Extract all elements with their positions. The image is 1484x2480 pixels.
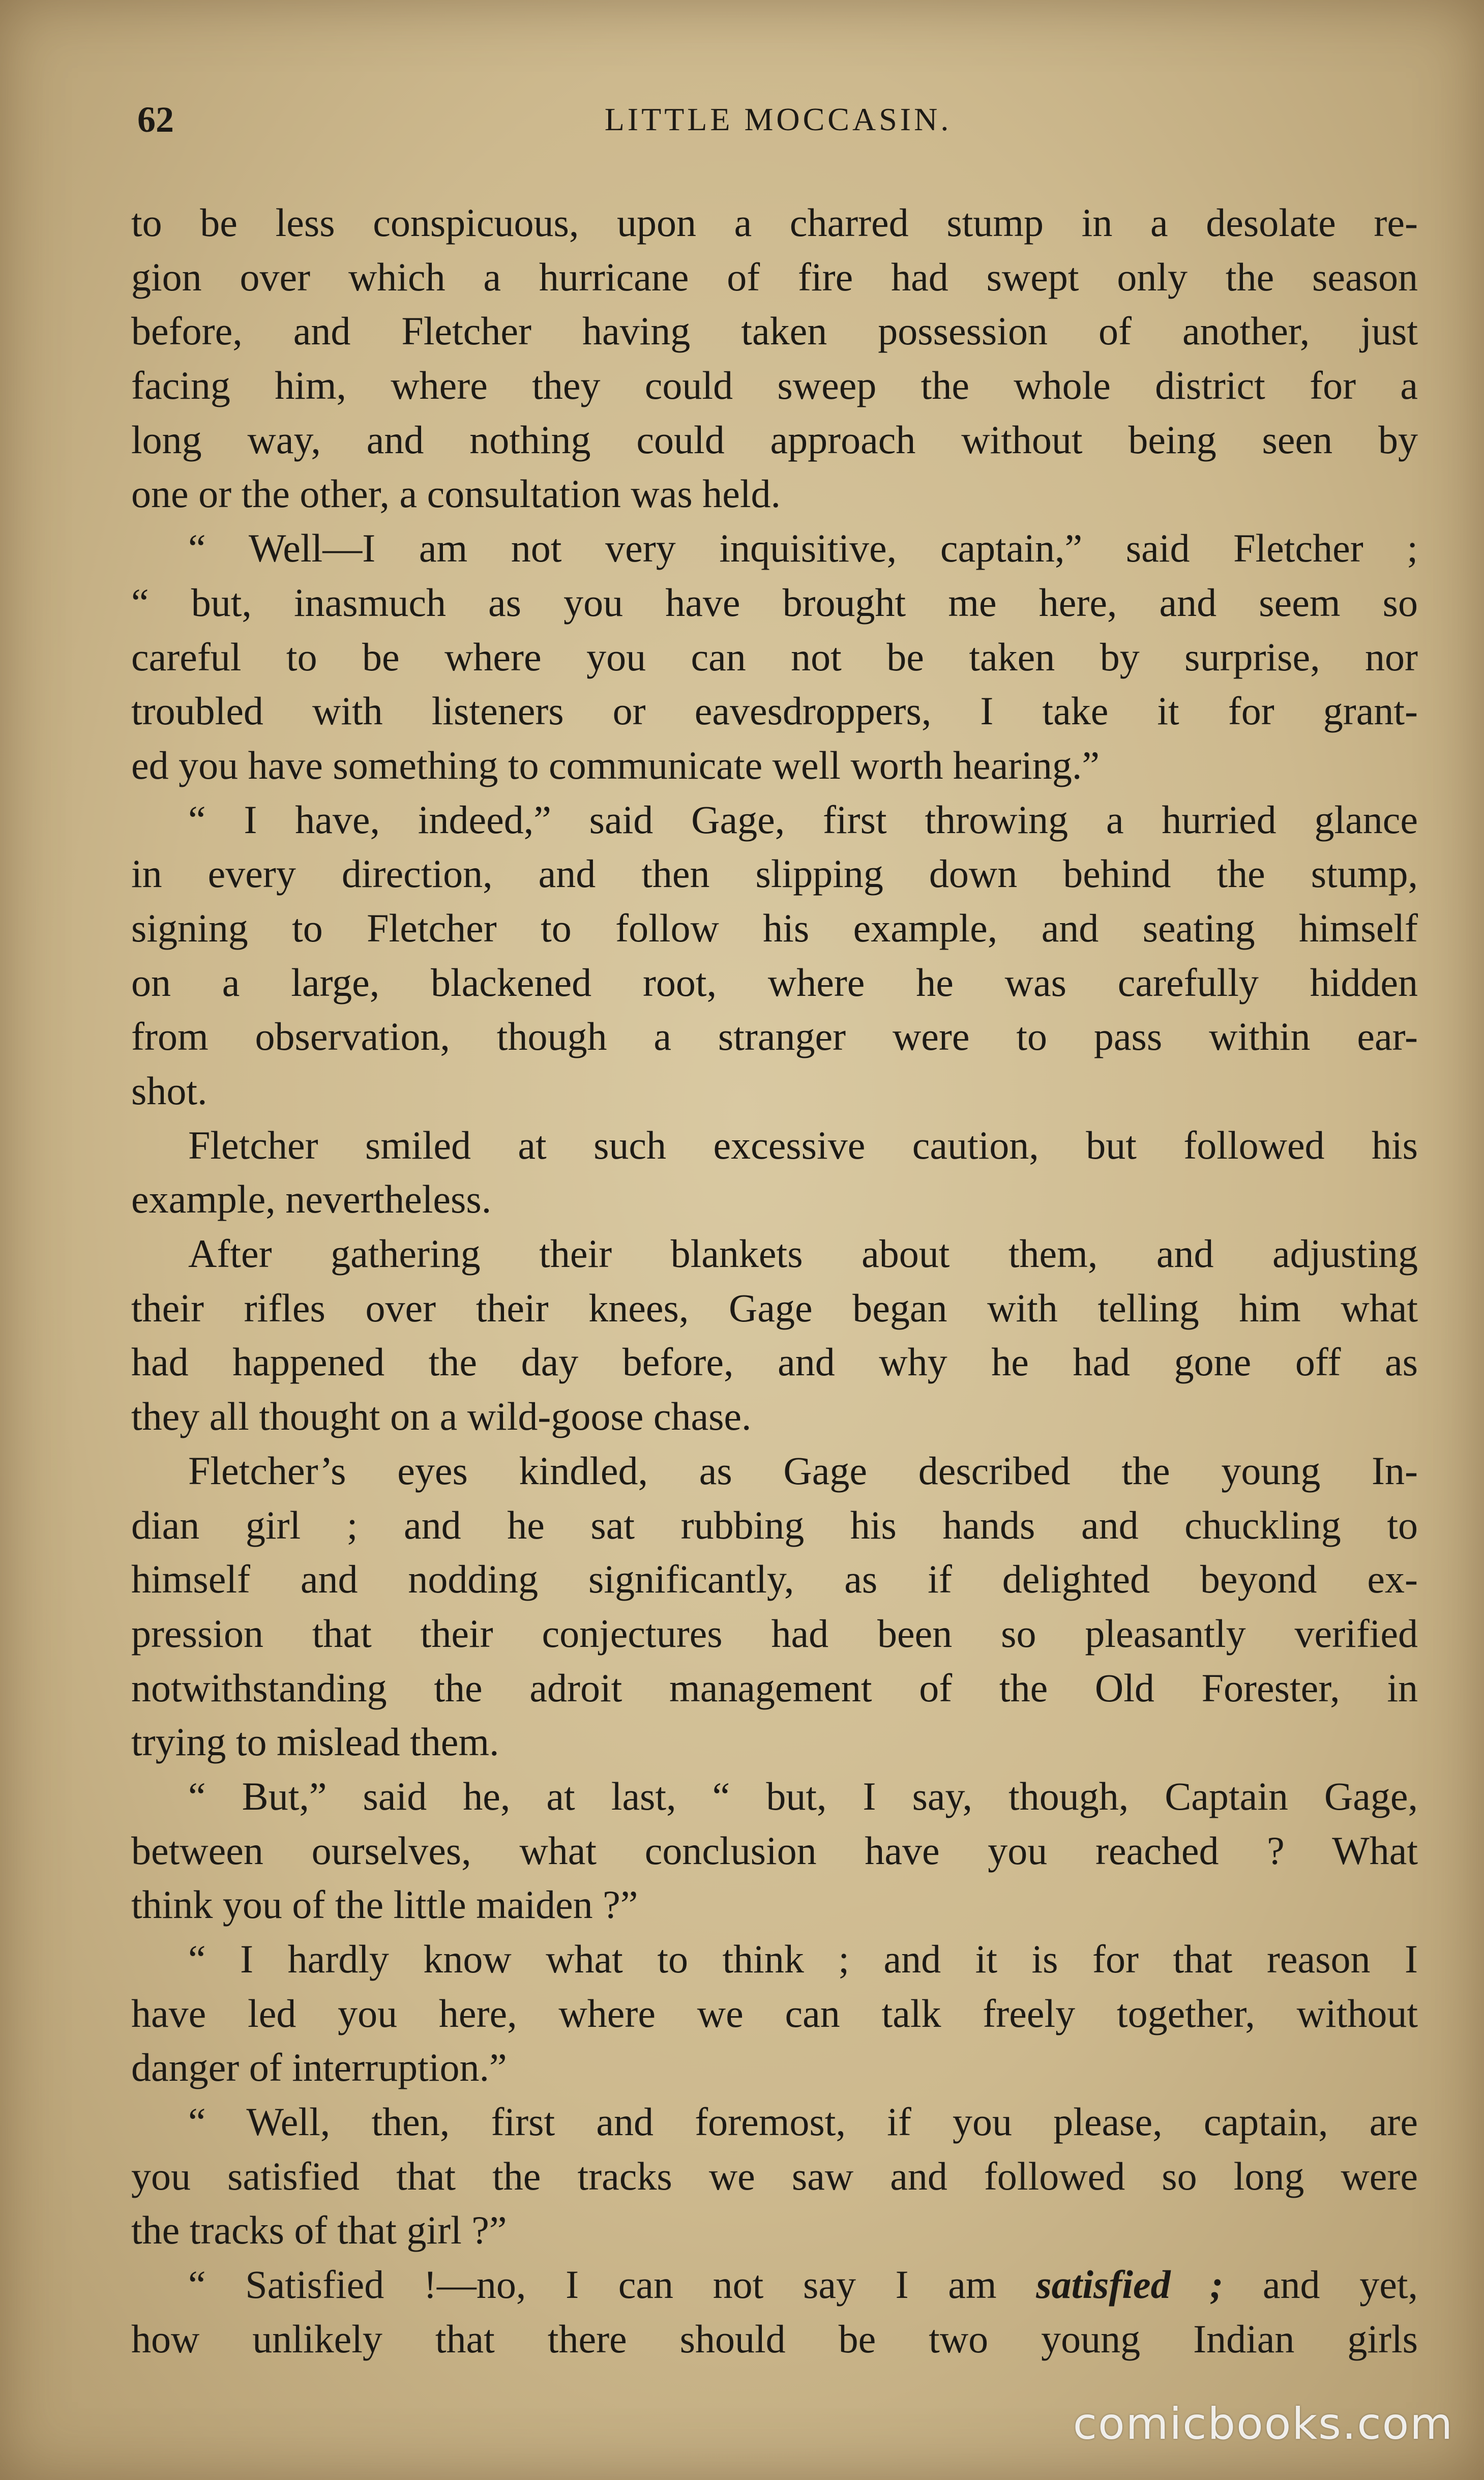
text-line: Fletcher smiled at such excessive caution, but followed his bbox=[188, 1123, 1418, 1167]
text-line: signing to Fletcher to follow his example, and seating himself bbox=[131, 905, 1418, 950]
text-line: facing him, where they could sweep the whole district for a bbox=[131, 363, 1418, 408]
running-head: LITTLE MOCCASIN. bbox=[604, 101, 952, 137]
text-line: how unlikely that there should be two young Indian girls bbox=[131, 2316, 1418, 2361]
text-line: their rifles over their knees, Gage began with telling him what bbox=[131, 1285, 1418, 1330]
text-line: think you of the little maiden ?” bbox=[131, 1882, 638, 1927]
text-line: “ I have, indeed,” said Gage, first throwing a hurried glance bbox=[188, 797, 1418, 842]
watermark: comicbooks.com bbox=[1073, 2399, 1453, 2449]
page-header bbox=[137, 89, 1419, 150]
text-line: long way, and nothing could approach without being seen by bbox=[131, 417, 1418, 462]
text-line: dian girl ; and he sat rubbing his hands and chuckling to bbox=[131, 1502, 1418, 1547]
text-line: on a large, blackened root, where he was carefully hidden bbox=[131, 960, 1418, 1005]
text-line: Fletcher’s eyes kindled, as Gage described the young In- bbox=[188, 1448, 1418, 1493]
body-text bbox=[131, 196, 1418, 2367]
text-line: before, and Fletcher having taken possession of another, just bbox=[131, 309, 1418, 353]
text-line: to be less conspicuous, upon a charred stump in a desolate re- bbox=[131, 200, 1418, 245]
text-line: example, nevertheless. bbox=[131, 1177, 492, 1222]
text-line: “ I hardly know what to think ; and it is for that reason I bbox=[188, 1937, 1418, 1981]
text-line: one or the other, a consultation was held. bbox=[131, 471, 781, 516]
text-line: troubled with listeners or eavesdroppers, I take it for grant- bbox=[131, 689, 1418, 733]
text-line: gion over which a hurricane of fire had swept only the season bbox=[131, 254, 1418, 299]
text-line: ed you have something to communicate well worth hearing.” bbox=[131, 743, 1100, 787]
text-line: “ but, inasmuch as you have brought me here, and seem so bbox=[131, 580, 1418, 625]
text-line: “ Well—I am not very inquisitive, captain,” said Fletcher ; bbox=[188, 526, 1418, 571]
text-segment: “ Satisfied !—no, I can not say I am bbox=[188, 2262, 1036, 2307]
text-line: they all thought on a wild-goose chase. bbox=[131, 1394, 752, 1439]
text-line: in every direction, and then slipping down behind the stump, bbox=[131, 851, 1418, 896]
text-line: After gathering their blankets about them, and adjusting bbox=[188, 1231, 1418, 1276]
text-line: trying to mislead them. bbox=[131, 1720, 499, 1764]
text-line: the tracks of that girl ?” bbox=[131, 2208, 507, 2253]
text-line: shot. bbox=[131, 1069, 207, 1113]
text-line: “ But,” said he, at last, “ but, I say, though, Captain Gage, bbox=[188, 1774, 1418, 1818]
text-line: have led you here, where we can talk freely together, without bbox=[131, 1991, 1418, 2035]
page-number: 62 bbox=[137, 99, 174, 140]
text-line: you satisfied that the tracks we saw and followed so long were bbox=[131, 2153, 1418, 2198]
text-line: notwithstanding the adroit management of the Old Forester, in bbox=[131, 1665, 1418, 1710]
text-line: himself and nodding significantly, as if delighted beyond ex- bbox=[131, 1557, 1418, 1602]
text-line bbox=[131, 2258, 1418, 2312]
text-line: between ourselves, what conclusion have you reached ? What bbox=[131, 1828, 1418, 1873]
italic-emphasis: satisfied ; bbox=[1036, 2262, 1224, 2307]
text-line: pression that their conjectures had been so pleasantly verified bbox=[131, 1611, 1418, 1656]
text-segment: and yet, bbox=[1223, 2262, 1418, 2307]
text-line: had happened the day before, and why he had gone off as bbox=[131, 1340, 1418, 1384]
text-line: from observation, though a stranger were to pass within ear- bbox=[131, 1014, 1418, 1059]
text-line: “ Well, then, first and foremost, if you please, captain, are bbox=[188, 2100, 1418, 2144]
text-line: danger of interruption.” bbox=[131, 2045, 507, 2090]
text-line: careful to be where you can not be taken by surprise, nor bbox=[131, 634, 1418, 679]
